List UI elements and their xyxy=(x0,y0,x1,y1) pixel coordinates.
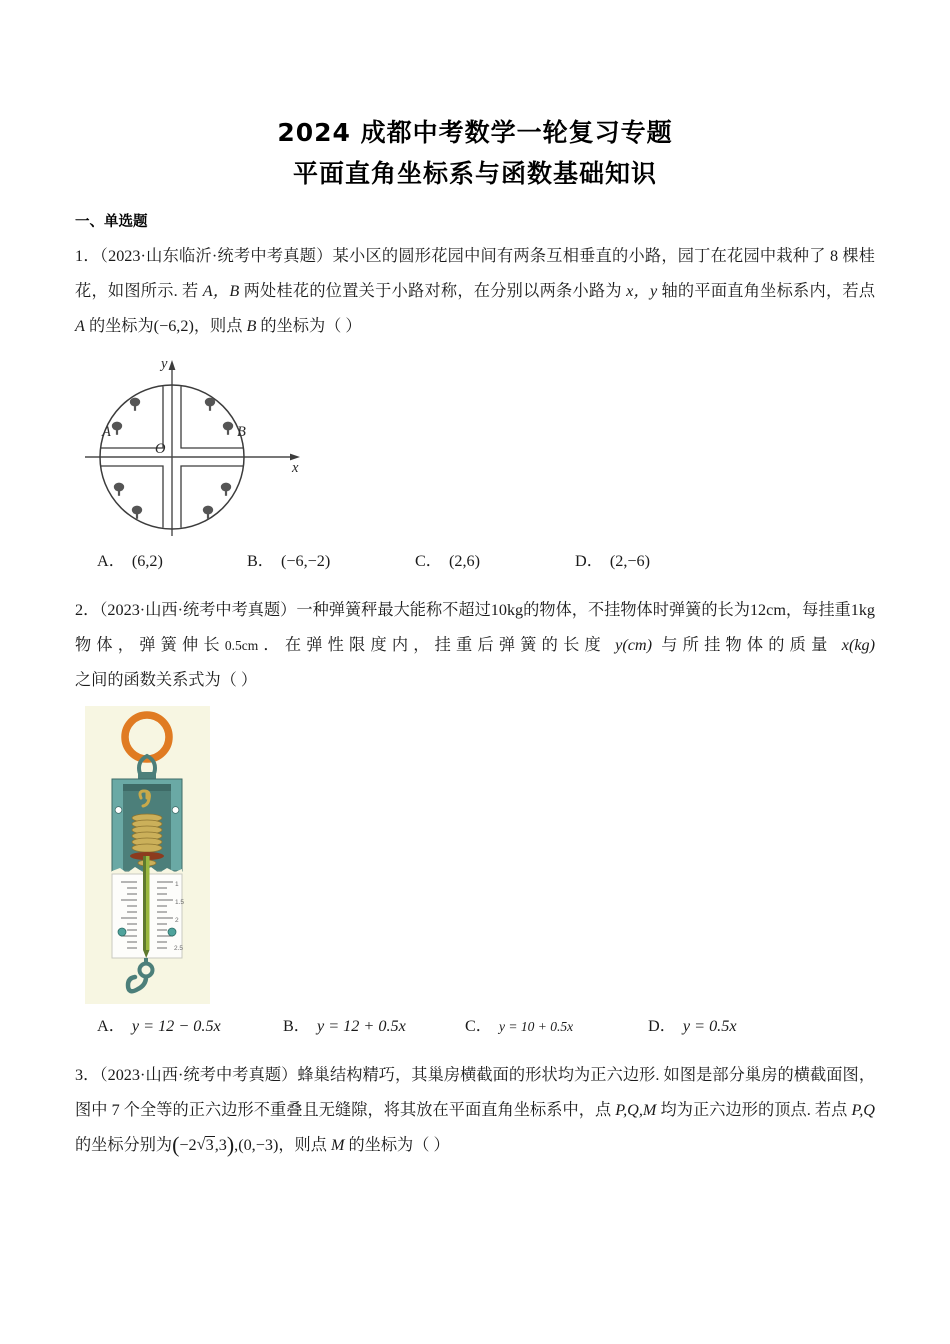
spring-scale-svg xyxy=(85,706,210,1004)
question-2-spring-extension: 0.5cm xyxy=(224,638,259,653)
coord-close-paren: ) xyxy=(226,1133,235,1157)
option-a-label: A． xyxy=(97,552,125,570)
option-d-label: D． xyxy=(575,552,603,570)
section-heading-multiple-choice: 一、单选题 xyxy=(75,214,148,230)
question-2-text: 2．（2023·山西·统考中考真题）一种弹簧秤最大能称不超过10kg的物体，不挂物体时弹簧的长为12cm，每挂重1kg物体，弹簧伸长0.5cm．在弹性限度内，挂重后弹簧的长度 y(cm) 与所挂物体的质量 x(kg) 之间的函数关系式为（ ） xyxy=(75,601,876,689)
question-3-body-1: 蜂巢结构精巧，其巢房横截面的形状均为正六边形. 如图是部分巢房的横截面图，图中 7 个全等的正六边形不重叠且无缝隙，将其放在平面直角坐标系中，点 xyxy=(75,1066,876,1119)
question-2-body-2: ．在弹性限度内，挂重后弹簧的长度 xyxy=(258,636,616,654)
question-1-options xyxy=(75,547,875,581)
tree-q1-upper xyxy=(205,398,215,411)
face-screw-left xyxy=(118,928,126,936)
coord-p-radicand: 3 xyxy=(205,1136,214,1154)
origin-label: O xyxy=(155,441,166,457)
question-3-body-3: 的坐标分别为 xyxy=(75,1136,173,1154)
question-2-source: （2023·山西·统考中考真题） xyxy=(99,601,297,619)
question-1-var-xy: x，y xyxy=(626,282,658,300)
question-2-option-c[interactable] xyxy=(465,1012,573,1036)
option-b-value: (−6,−2) xyxy=(280,552,331,570)
question-1-body-5: 的坐标为（ ） xyxy=(256,317,362,335)
needle-rod xyxy=(146,856,150,950)
question-2-y-unit: y(cm) xyxy=(615,636,652,654)
tree-q2-lower xyxy=(112,422,122,435)
question-2-options xyxy=(75,1012,875,1046)
tree-q2-upper xyxy=(130,398,140,411)
option-d-value: y = 0.5x xyxy=(682,1017,737,1035)
question-1-body-3: 轴的平面直角坐标系内，若点 xyxy=(657,282,876,300)
option-d-value: (2,−6) xyxy=(609,552,651,570)
question-3-var-m: M xyxy=(330,1136,345,1154)
option-c-value: (2,6) xyxy=(448,552,480,570)
question-1-option-c[interactable] xyxy=(415,547,480,571)
question-2-option-d[interactable] xyxy=(648,1012,737,1036)
scale-label-4: 2.5 xyxy=(174,945,184,952)
question-1-number: 1 xyxy=(75,247,84,265)
question-1-option-d[interactable] xyxy=(575,547,650,571)
question-2-body-4: 之间的函数关系式为（ ） xyxy=(75,671,258,689)
question-2-option-b[interactable] xyxy=(283,1012,406,1036)
question-1-body-1: 某小区的圆形花园中间有两条互相垂直的小路，园丁在花园中栽种了 8 棵桂花，如图所示. 若 xyxy=(75,247,875,300)
question-2-body-3: 与所挂物体的质量 xyxy=(652,636,842,654)
question-3-number: 3 xyxy=(75,1066,84,1084)
option-c-label: C． xyxy=(415,552,442,570)
option-b-label: B． xyxy=(283,1017,310,1035)
option-c-value: y = 10 + 0.5x xyxy=(498,1019,574,1034)
question-1-var-ab: A，B xyxy=(202,282,240,300)
point-b-label: B xyxy=(237,424,246,440)
coil-spring xyxy=(132,814,162,852)
scale-label-3: 2 xyxy=(175,917,179,924)
tree-q3-lower xyxy=(132,506,142,519)
axis-label-y: y xyxy=(161,356,168,372)
question-2-body-1: 一种弹簧秤最大能称不超过10kg的物体，不挂物体时弹簧的长为12cm，每挂重1kg物体，弹簧伸长 xyxy=(75,601,876,654)
question-1-figure xyxy=(77,354,317,539)
question-1-option-a[interactable] xyxy=(97,547,163,571)
document-title xyxy=(75,112,875,194)
tree-q1-lower xyxy=(223,422,233,435)
question-2-x-unit: x(kg) xyxy=(841,636,876,654)
tree-q4-upper xyxy=(221,483,231,496)
needle-shadow xyxy=(143,856,146,950)
question-3-text: 3．（2023·山西·统考中考真题）蜂巢结构精巧，其巢房横截面的形状均为正六边形. 如图是部分巢房的横截面图，图中 7 个全等的正六边形不重叠且无缝隙，将其放在平面直角坐标系中，点 P,Q,M 均为正六边形的顶点. 若点 P,Q 的坐标分别为(−2 √ 3,3),(0,−3)，则点 M 的坐标为（ ） xyxy=(75,1058,875,1163)
question-1-body-4: 的坐标为(−6,2)，则点 xyxy=(84,317,247,335)
question-3-body-4: ，则点 xyxy=(278,1136,331,1154)
coord-p-suffix: ,3 xyxy=(214,1136,227,1154)
question-3-body-2: 均为正六边形的顶点. 若点 xyxy=(656,1101,852,1119)
circular-garden-svg xyxy=(77,354,317,539)
question-3-var-pq: P,Q xyxy=(851,1101,875,1119)
option-a-label: A． xyxy=(97,1017,125,1035)
coord-p-prefix: −2 xyxy=(179,1136,197,1154)
question-1-source: （2023·山东临沂·统考中考真题） xyxy=(99,247,333,265)
title-line-2: 平面直角坐标系与函数基础知识 xyxy=(292,159,657,188)
question-1-var-b: B xyxy=(246,317,257,335)
coord-open-paren: ( xyxy=(172,1133,180,1157)
sqrt-icon xyxy=(197,1128,215,1163)
question-1-option-b[interactable] xyxy=(247,547,330,571)
page-content xyxy=(75,0,875,1163)
title-line-1: 2024 成都中考数学一轮复习专题 xyxy=(277,118,673,147)
question-1-text: 1．（2023·山东临沂·统考中考真题）某小区的圆形花园中间有两条互相垂直的小路，园丁在花园中栽种了 8 棵桂花，如图所示. 若 A，B 两处桂花的位置关于小路对称，在分别以两条小路为 x，y 轴的平面直角坐标系内，若点 A 的坐标为(−6,2)，则点 B 的坐标为（ ） xyxy=(75,247,876,335)
option-c-label: C． xyxy=(465,1017,492,1035)
question-3-var-pqm: P,Q,M xyxy=(615,1101,657,1119)
axis-label-x: x xyxy=(292,460,299,476)
tree-q3-upper xyxy=(114,483,124,496)
question-2-option-a[interactable] xyxy=(97,1012,221,1036)
coord-q: (0,−3) xyxy=(238,1136,279,1154)
scale-label-1: 1 xyxy=(175,881,179,888)
screw-right xyxy=(172,807,179,814)
y-axis-arrow xyxy=(169,360,176,370)
option-a-value: y = 12 − 0.5x xyxy=(131,1017,221,1035)
face-screw-right xyxy=(168,928,176,936)
question-1-body-2: 两处桂花的位置关于小路对称，在分别以两条小路为 xyxy=(239,282,627,300)
option-d-label: D． xyxy=(648,1017,676,1035)
question-3-source: （2023·山西·统考中考真题） xyxy=(99,1066,298,1084)
option-b-value: y = 12 + 0.5x xyxy=(316,1017,406,1035)
point-a-label: A xyxy=(102,424,111,440)
scale-label-2: 1.5 xyxy=(175,899,185,906)
screw-left xyxy=(115,807,122,814)
option-a-value: (6,2) xyxy=(131,552,163,570)
question-2-figure xyxy=(85,706,210,1004)
question-1-var-a: A xyxy=(75,317,85,335)
option-b-label: B． xyxy=(247,552,274,570)
question-2-number: 2 xyxy=(75,601,84,619)
question-3-body-5: 的坐标为（ ） xyxy=(344,1136,450,1154)
